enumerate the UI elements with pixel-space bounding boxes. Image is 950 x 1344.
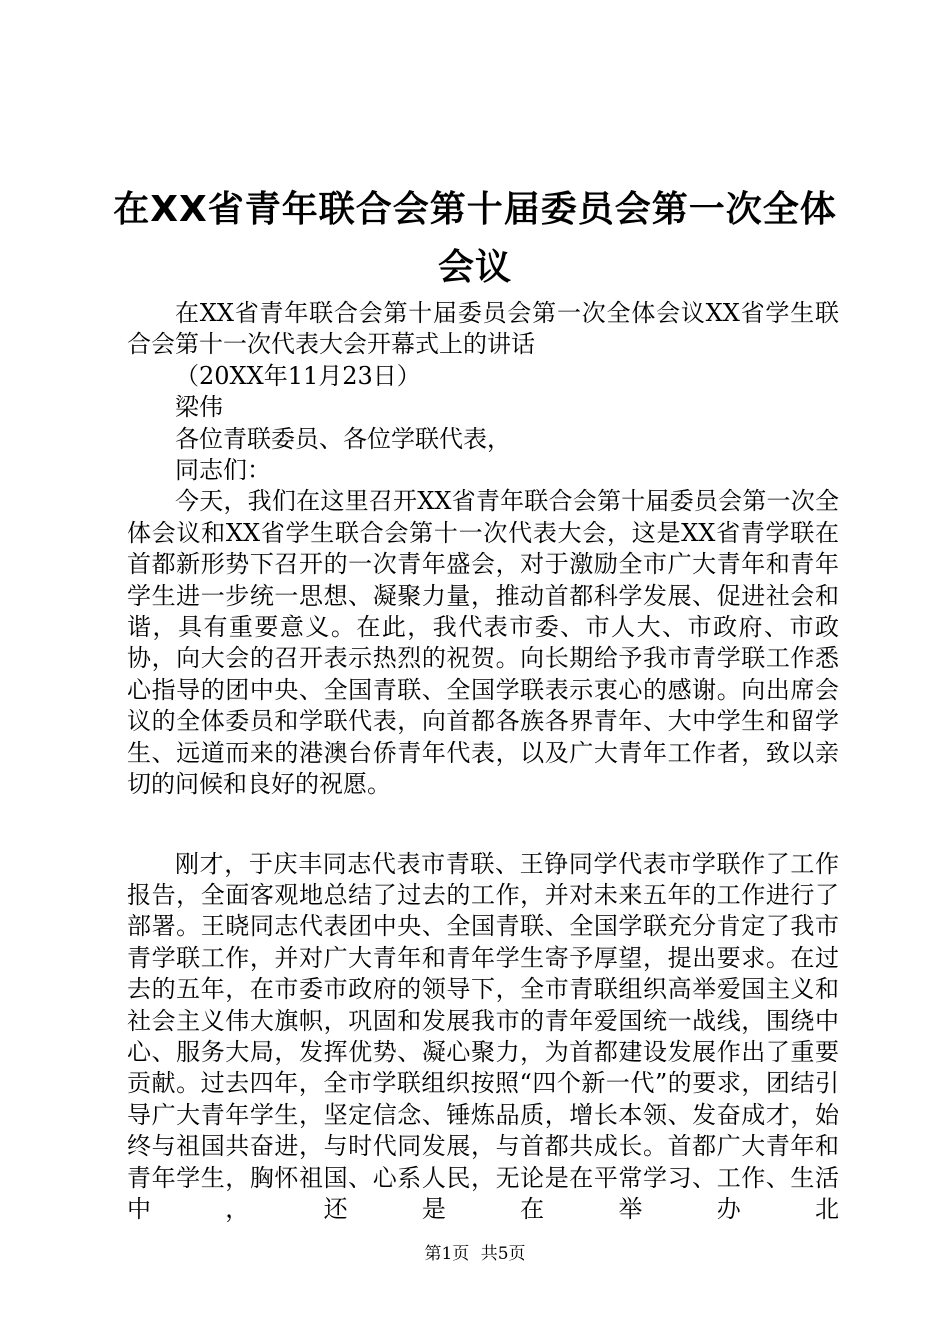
body-paragraph: 刚才，于庆丰同志代表市青联、王铮同学代表市学联作了工作报告，全面客观地总结了过去的工作，并对未来五年的工作进行了部署。王晓同志代表团中央、全国青联、全国学联充分肯定了我市青学联工作，并对广大青年和青年学生寄予厚望，提出要求。在过去的五年，在市委市政府的领导下，全市青联组织高举爱国主义和社会主义伟大旗帜，巩固和发展我市的青年爱国统一战线，围绕中心、服务大局，发挥优势、凝心聚力，为首都建设发展作出了重要贡献。过去四年，全市学联组织按照“四个新一代”的要求，团结引导广大青年学生，坚定信念、锤炼品质，增长本领、发奋成才，始终与祖国共奋进，与时代同发展，与首都共成长。首都广大青年和青年学生，胸怀祖国、心系人民，无论是在平常学习、工作、生活中，还是在举办北: [127, 849, 839, 1223]
document-title-line-1: 在XX省青年联合会第十届委员会第一次全体: [113, 189, 837, 230]
salutation-comrades: 同志们：: [175, 456, 271, 485]
speech-date: （20XX年11月23日）: [175, 361, 421, 390]
body-paragraph: 今天，我们在这里召开XX省青年联合会第十届委员会第一次全体会议和XX省学生联合会第十一次代表大会，这是XX省青学联在首都新形势下召开的一次青年盛会，对于激励全市广大青年和青年学生进一步统一思想、凝聚力量，推动首都科学发展、促进社会和谐，具有重要意义。在此，我代表市委、市人大、市政府、市政协，向大会的召开表示热烈的祝贺。向长期给予我市青学联工作悉心指导的团中央、全国青联、全国学联表示衷心的感谢。向出席会议的全体委员和学联代表，向首都各族各界青年、大中学生和留学生、远道而来的港澳台侨青年代表，以及广大青年工作者，致以亲切的问候和良好的祝愿。: [127, 487, 839, 799]
speech-subtitle: 在XX省青年联合会第十届委员会第一次全体会议XX省学生联合会第十一次代表大会开幕式上的讲话: [127, 299, 839, 359]
page-number: 第1页: [424, 1244, 470, 1264]
document-title-line-2: 会议: [437, 247, 512, 288]
paragraph-spacer: [127, 801, 839, 849]
salutation: 各位青联委员、各位学联代表，: [175, 424, 511, 453]
document-body: [127, 298, 839, 1225]
speaker-name: 梁伟: [175, 393, 223, 422]
page-footer: [0, 1244, 950, 1264]
page-total: 共5页: [480, 1244, 526, 1264]
